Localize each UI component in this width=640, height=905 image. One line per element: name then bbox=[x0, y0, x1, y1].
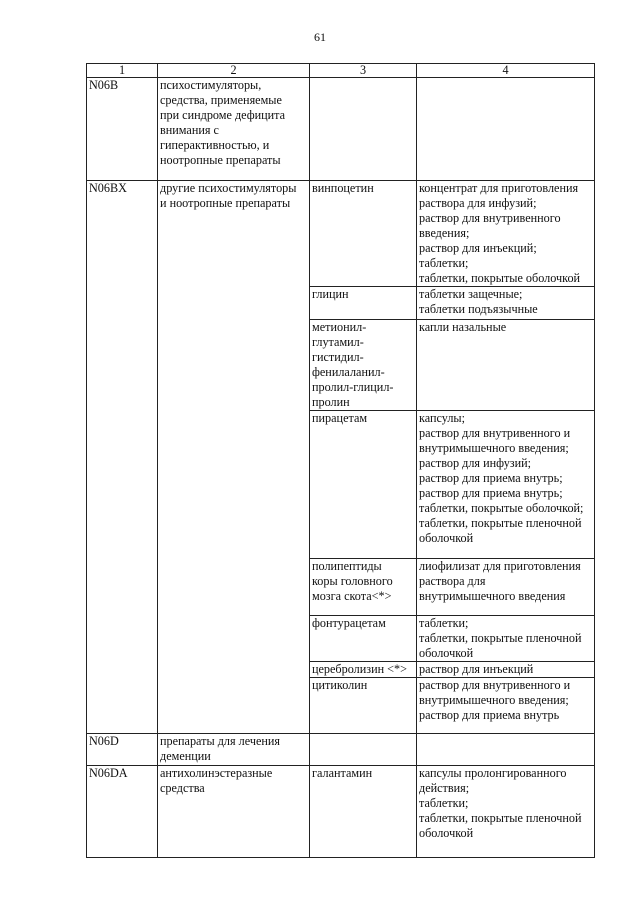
table-row bbox=[87, 78, 595, 181]
drug-table bbox=[86, 63, 595, 858]
group-name-cell: препараты для лечения деменции bbox=[158, 734, 310, 766]
page-number: 61 bbox=[314, 30, 326, 44]
drug-name-cell: галантамин bbox=[310, 766, 417, 858]
atc-code-cell: N06B bbox=[87, 78, 158, 181]
atc-code-cell: N06D bbox=[87, 734, 158, 766]
drug-name-cell bbox=[310, 734, 417, 766]
drug-name-cell: винпоцетин bbox=[310, 181, 417, 287]
group-name-cell: другие психостимуляторы и ноотропные препараты bbox=[158, 181, 310, 734]
table-row bbox=[87, 181, 595, 287]
dosage-forms-cell: капсулы пролонгированного действия; таблетки; таблетки, покрытые пленочной оболочкой bbox=[417, 766, 595, 858]
dosage-forms-cell: раствор для инъекций bbox=[417, 662, 595, 678]
atc-code-cell: N06BX bbox=[87, 181, 158, 734]
dosage-forms-cell: таблетки защечные; таблетки подъязычные bbox=[417, 287, 595, 320]
header-row bbox=[87, 64, 595, 78]
table-row bbox=[87, 734, 595, 766]
drug-name-cell: глицин bbox=[310, 287, 417, 320]
atc-code-cell: N06DA bbox=[87, 766, 158, 858]
drug-name-cell: пирацетам bbox=[310, 411, 417, 559]
column-header: 2 bbox=[158, 64, 310, 78]
dosage-forms-cell bbox=[417, 78, 595, 181]
column-header: 4 bbox=[417, 64, 595, 78]
dosage-forms-cell: лиофилизат для приготовления раствора для внутримышечного введения bbox=[417, 559, 595, 616]
group-name-cell: антихолинэстеразные средства bbox=[158, 766, 310, 858]
dosage-forms-cell: капли назальные bbox=[417, 320, 595, 411]
group-name-cell: психостимуляторы, средства, применяемые при синдроме дефицита внимания с гиперактивностью, и ноотропные препараты bbox=[158, 78, 310, 181]
dosage-forms-cell: концентрат для приготовления раствора для инфузий; раствор для внутривенного введения; раствор для инъекций; таблетки; таблетки, покрытые оболочкой bbox=[417, 181, 595, 287]
table-row bbox=[87, 766, 595, 858]
drug-name-cell bbox=[310, 78, 417, 181]
column-header: 1 bbox=[87, 64, 158, 78]
drug-name-cell: церебролизин <*> bbox=[310, 662, 417, 678]
drug-name-cell: полипептиды коры головного мозга скота<*> bbox=[310, 559, 417, 616]
drug-name-cell: цитиколин bbox=[310, 678, 417, 734]
column-header: 3 bbox=[310, 64, 417, 78]
drug-name-cell: метионил- глутамил- гистидил- фенилаланил- пролил-глицил- пролин bbox=[310, 320, 417, 411]
dosage-forms-cell: капсулы; раствор для внутривенного и внутримышечного введения; раствор для инфузий; раствор для приема внутрь; раствор для приема внутрь; таблетки, покрытые оболочкой; таблетки, покрытые пленочной оболочкой bbox=[417, 411, 595, 559]
dosage-forms-cell bbox=[417, 734, 595, 766]
drug-name-cell: фонтурацетам bbox=[310, 616, 417, 662]
dosage-forms-cell: раствор для внутривенного и внутримышечного введения; раствор для приема внутрь bbox=[417, 678, 595, 734]
dosage-forms-cell: таблетки; таблетки, покрытые пленочной оболочкой bbox=[417, 616, 595, 662]
